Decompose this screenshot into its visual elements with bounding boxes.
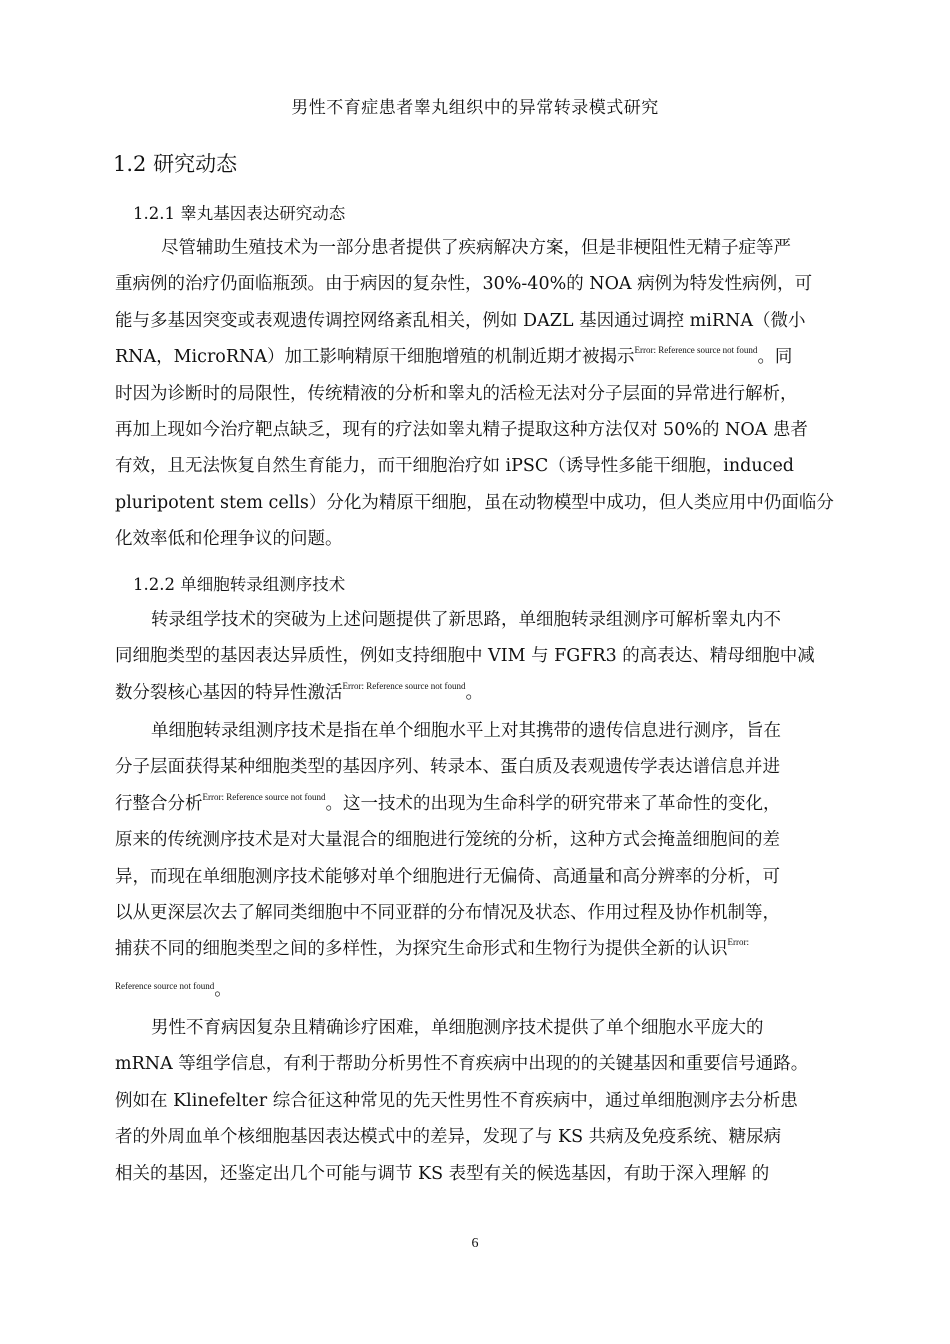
text-line: 重病例的治疗仍面临瓶颈。由于病因的复杂性，30%-40%的 NOA 病例为特发性病例，可 <box>115 274 813 295</box>
reference-error: Error: Reference source not found <box>634 345 758 356</box>
text-line: 转录组学技术的突破为上述问题提供了新思路，单细胞转录组测序可解析睾丸内不 <box>151 610 781 630</box>
text-run: 数分裂核心基因的特异性激活 <box>115 682 343 703</box>
text-line: 能与多基因突变或表观遗传调控网络紊乱相关，例如 DAZL 基因通过调控 miRNA（微小 <box>115 310 806 331</box>
text-line: 者的外周血单个核细胞基因表达模式中的差异，发现了与 KS 共病及免疫系统、糖尿病 <box>115 1127 782 1148</box>
subsection-title: 1.2.2 单细胞转录组测序技术 <box>133 575 346 594</box>
text-line <box>115 675 860 711</box>
text-line: 再加上现如今治疗靶点缺乏，现有的疗法如睾丸精子提取这种方法仅对 50%的 NOA 患者 <box>115 419 808 440</box>
text-line: 尽管辅助生殖技术为一部分患者提供了疾病解决方案，但是非梗阻性无精子症等严 <box>161 238 791 258</box>
text-run: 。同 <box>757 347 793 368</box>
text-line: mRNA 等组学信息，有利于帮助分析男性不育疾病中出现的的关键基因和重要信号通路。 <box>115 1054 809 1075</box>
paragraph <box>115 713 860 1008</box>
paragraph <box>115 230 860 558</box>
text-line: 原来的传统测序技术是对大量混合的细胞进行笼统的分析，这种方式会掩盖细胞间的差 <box>115 830 780 851</box>
text-line: 异，而现在单细胞测序技术能够对单个细胞进行无偏倚、高通量和高分辨率的分析，可 <box>115 866 780 887</box>
paragraph <box>115 602 860 711</box>
text-line: 例如在 Klinefelter 综合征这种常见的先天性男性不育疾病中，通过单细胞测序去分析患 <box>115 1090 798 1111</box>
text-line: pluripotent stem cells）分化为精原干细胞，虽在动物模型中成功，但人类应用中仍面临分 <box>115 492 834 513</box>
text-line <box>115 786 860 822</box>
reference-error: Error: Reference source not found <box>202 791 326 802</box>
text-line: 以从更深层次去了解同类细胞中不同亚群的分布情况及状态、作用过程及协作机制等， <box>115 902 780 923</box>
text-line: 时因为诊断时的局限性，传统精液的分析和睾丸的活检无法对分子层面的异常进行解析， <box>115 383 798 404</box>
section-title: 1.2 研究动态 <box>113 152 238 176</box>
text-run: 捕获不同的细胞类型之间的多样性，为探究生命形式和生物行为提供全新的认识 <box>115 939 728 960</box>
text-run: 。 <box>214 979 232 1000</box>
text-line: 同细胞类型的基因表达异质性，例如支持细胞中 VIM 与 FGFR3 的高表达、精母细胞中减 <box>115 646 815 667</box>
text-line: 相关的基因，还鉴定出几个可能与调节 KS 表型有关的候选基因，有助于深入理解 的 <box>115 1163 770 1184</box>
text-run: 。 <box>465 682 483 703</box>
text-line: 有效，且无法恢复自然生育能力，而干细胞治疗如 iPSC（诱导性多能干细胞，induced <box>115 456 795 477</box>
reference-error: Error: <box>727 937 749 948</box>
page-header: 男性不育症患者睾丸组织中的异常转录模式研究 <box>291 98 659 118</box>
page-number: 6 <box>471 1236 479 1251</box>
text-line <box>115 339 860 375</box>
text-line: 男性不育病因复杂且精确诊疗困难，单细胞测序技术提供了单个细胞水平庞大的 <box>151 1018 764 1038</box>
text-run: 。这一技术的出现为生命科学的研究带来了革命性的变化， <box>325 793 781 814</box>
text-line: 单细胞转录组测序技术是指在单个细胞水平上对其携带的遗传信息进行测序，旨在 <box>151 721 781 741</box>
text-line <box>115 968 860 1008</box>
text-line: 化效率低和伦理争议的问题。 <box>115 529 343 550</box>
text-run: RNA，MicroRNA）加工影响精原干细胞增殖的机制近期才被揭示 <box>115 347 635 368</box>
reference-error: Error: Reference source not found <box>342 680 466 691</box>
subsection-title: 1.2.1 睾丸基因表达研究动态 <box>133 204 346 223</box>
text-run: 行整合分析 <box>115 793 203 814</box>
text-line <box>115 931 860 967</box>
text-line: 分子层面获得某种细胞类型的基因序列、转录本、蛋白质及表观遗传学表达谱信息并进 <box>115 757 780 778</box>
paragraph <box>115 1010 860 1192</box>
reference-error: Reference source not found <box>115 980 215 991</box>
